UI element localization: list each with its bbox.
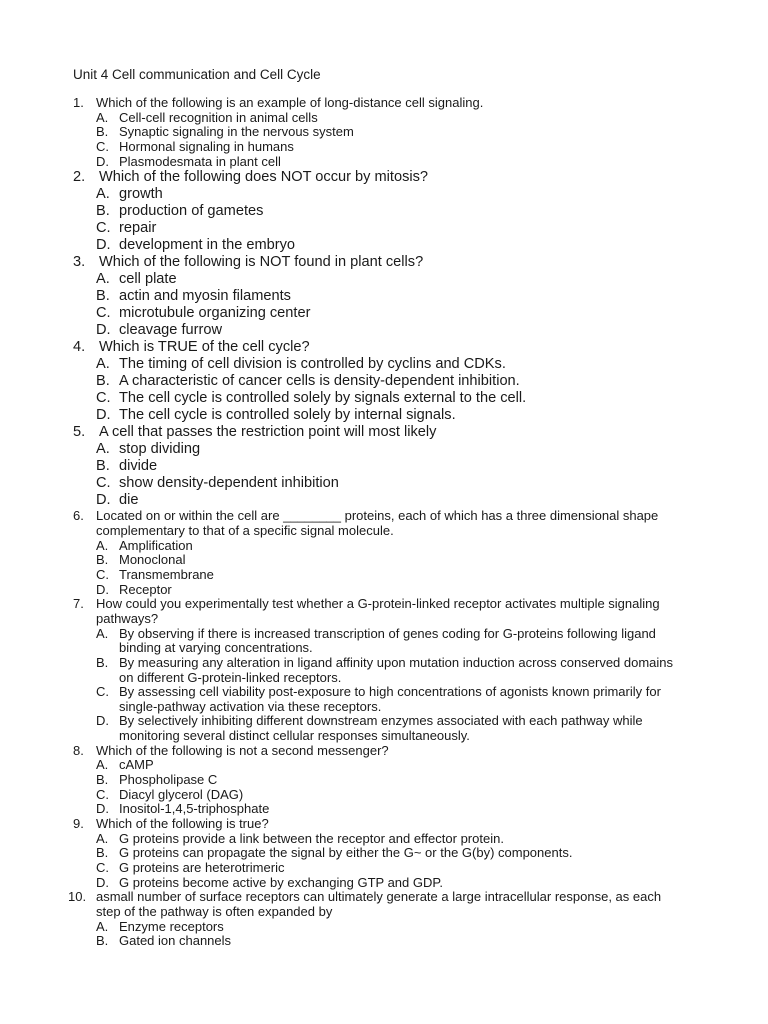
option-letter: B. xyxy=(96,933,109,949)
option-letter: D. xyxy=(96,407,111,424)
question-text: Which of the following is not a second messenger? xyxy=(96,742,389,758)
option-letter: D. xyxy=(96,237,111,254)
option-letter: D. xyxy=(96,492,111,509)
question-text: A cell that passes the restriction point will most likely xyxy=(99,424,437,441)
option-letter: C. xyxy=(96,475,111,492)
answer-option xyxy=(96,125,688,140)
option-letter: B. xyxy=(96,373,110,390)
option-text: microtubule organizing center xyxy=(119,305,311,322)
option-text: Cell-cell recognition in animal cells xyxy=(119,109,318,125)
question-number: 9. xyxy=(73,816,84,832)
option-text: Transmembrane xyxy=(119,566,214,582)
option-letter: A. xyxy=(96,441,110,458)
option-letter: A. xyxy=(96,830,109,846)
answer-option xyxy=(96,802,688,817)
question-9 xyxy=(73,817,688,890)
option-text: Phospholipase C xyxy=(119,772,218,788)
option-text: Plasmodesmata in plant cell xyxy=(119,153,281,169)
answer-option xyxy=(96,271,688,288)
question-10 xyxy=(68,889,688,949)
option-text: actin and myosin filaments xyxy=(119,288,291,305)
answer-option xyxy=(96,568,688,583)
question-text: Which of the following is NOT found in plant cells? xyxy=(99,254,424,271)
option-letter: C. xyxy=(96,220,111,237)
option-text: development in the embryo xyxy=(119,237,296,254)
option-letter: C. xyxy=(96,566,109,582)
option-text: cAMP xyxy=(119,757,154,773)
option-text: The timing of cell division is controlled by cyclins and CDKs. xyxy=(119,356,506,373)
question-text: Which is TRUE of the cell cycle? xyxy=(99,339,310,356)
option-text: G proteins provide a link between the receptor and effector protein. xyxy=(119,830,504,846)
question-list xyxy=(68,95,688,949)
answer-option xyxy=(96,111,688,126)
answer-option xyxy=(96,237,688,254)
question-text: How could you experimentally test whether a G-protein-linked receptor activates multiple signaling pathways? xyxy=(96,596,660,626)
option-text: By selectively inhibiting different downstream enzymes associated with each pathway while monitoring several distinct cellular responses simultaneously. xyxy=(119,713,643,744)
option-letter: A. xyxy=(96,625,109,641)
option-text: production of gametes xyxy=(119,203,264,220)
answer-option xyxy=(96,407,688,424)
option-letter: C. xyxy=(96,390,111,407)
question-text: Which of the following is an example of long-distance cell signaling. xyxy=(96,95,484,110)
answer-option xyxy=(96,846,688,861)
answer-option xyxy=(96,288,688,305)
option-text: Receptor xyxy=(119,581,172,597)
option-text: By assessing cell viability post-exposure to high concentrations of agonists known primarily for single-pathway activation via these receptors. xyxy=(119,684,661,714)
option-text: Enzyme receptors xyxy=(119,918,224,934)
option-letter: C. xyxy=(96,786,109,802)
option-letter: A. xyxy=(96,356,110,373)
question-1 xyxy=(73,96,688,169)
answer-option xyxy=(96,861,688,876)
option-letter: D. xyxy=(96,153,109,169)
answer-option xyxy=(96,656,688,685)
option-text: cell plate xyxy=(119,271,177,288)
question-number: 2. xyxy=(73,169,86,186)
question-number: 6. xyxy=(73,508,84,524)
option-letter: B. xyxy=(96,288,110,305)
option-text: Monoclonal xyxy=(119,552,186,568)
answer-option xyxy=(96,773,688,788)
option-letter: B. xyxy=(96,203,110,220)
option-text: The cell cycle is controlled solely by internal signals. xyxy=(119,407,456,424)
question-5 xyxy=(73,424,688,509)
answer-option xyxy=(96,758,688,773)
question-text: Which of the following is true? xyxy=(96,816,269,832)
question-text: Which of the following does NOT occur by mitosis? xyxy=(99,169,429,186)
option-text: Hormonal signaling in humans xyxy=(119,138,294,154)
option-letter: D. xyxy=(96,713,109,729)
answer-option xyxy=(96,155,688,170)
option-text: show density-dependent inhibition xyxy=(119,475,339,492)
answer-option xyxy=(96,140,688,155)
option-letter: B. xyxy=(96,654,109,670)
option-letter: A. xyxy=(96,918,109,934)
option-letter: D. xyxy=(96,801,109,817)
option-letter: C. xyxy=(96,138,109,154)
option-letter: D. xyxy=(96,874,109,890)
answer-option xyxy=(96,934,688,949)
question-number: 8. xyxy=(73,742,84,758)
question-number: 5. xyxy=(73,424,86,441)
answer-option xyxy=(96,539,688,554)
answer-option xyxy=(96,441,688,458)
option-letter: C. xyxy=(96,684,109,700)
answer-option xyxy=(96,832,688,847)
answer-option xyxy=(96,714,688,743)
question-3 xyxy=(73,254,688,339)
question-number: 7. xyxy=(73,596,84,612)
option-letter: A. xyxy=(96,271,110,288)
question-text: asmall number of surface receptors can ultimately generate a large intracellular response, as each step of the pathway is often expanded by xyxy=(96,889,662,919)
question-number: 1. xyxy=(73,95,84,110)
answer-option xyxy=(96,305,688,322)
answer-option xyxy=(96,583,688,598)
option-letter: A. xyxy=(96,757,109,773)
option-letter: B. xyxy=(96,458,110,475)
option-text: divide xyxy=(119,458,158,475)
option-text: repair xyxy=(119,220,157,237)
question-7 xyxy=(73,597,688,744)
answer-option xyxy=(96,356,688,373)
option-letter: D. xyxy=(96,581,109,597)
question-6 xyxy=(73,509,688,597)
answer-option xyxy=(96,475,688,492)
option-text: growth xyxy=(119,186,163,203)
option-letter: A. xyxy=(96,186,110,203)
option-text: cleavage furrow xyxy=(119,322,223,339)
option-letter: B. xyxy=(96,845,109,861)
answer-option xyxy=(96,876,688,891)
option-text: The cell cycle is controlled solely by signals external to the cell. xyxy=(119,390,527,407)
answer-option xyxy=(96,627,688,656)
answer-option xyxy=(96,186,688,203)
document-title: Unit 4 Cell communication and Cell Cycle xyxy=(73,67,321,82)
answer-option xyxy=(96,553,688,568)
option-text: G proteins become active by exchanging GTP and GDP. xyxy=(119,874,443,890)
option-text: Diacyl glycerol (DAG) xyxy=(119,786,244,802)
option-letter: B. xyxy=(96,124,109,140)
option-letter: D. xyxy=(96,322,111,339)
option-text: Synaptic signaling in the nervous system xyxy=(119,124,354,140)
answer-option xyxy=(96,788,688,803)
question-2 xyxy=(73,169,688,254)
option-text: die xyxy=(119,492,139,509)
option-letter: C. xyxy=(96,860,109,876)
option-text: Amplification xyxy=(119,537,193,553)
question-number: 4. xyxy=(73,339,86,356)
option-text: stop dividing xyxy=(119,441,201,458)
answer-option xyxy=(96,322,688,339)
question-text: Located on or within the cell are ________ proteins, each of which has a three dimensional shape complementary to that of a specific signal molecule. xyxy=(96,508,659,538)
option-text: By observing if there is increased transcription of genes coding for G-proteins following ligand binding at varying concentrations. xyxy=(119,625,656,656)
answer-option xyxy=(96,920,688,935)
question-8 xyxy=(73,744,688,817)
option-letter: B. xyxy=(96,772,109,788)
answer-option xyxy=(96,373,688,390)
option-text: Gated ion channels xyxy=(119,933,232,949)
answer-option xyxy=(96,220,688,237)
option-text: By measuring any alteration in ligand affinity upon mutation induction across conserved domains on different G-protein-linked receptors. xyxy=(119,654,674,685)
option-letter: C. xyxy=(96,305,111,322)
question-number: 3. xyxy=(73,254,86,271)
option-text: G proteins are heterotrimeric xyxy=(119,860,285,876)
option-text: A characteristic of cancer cells is density-dependent inhibition. xyxy=(119,373,520,390)
question-number: 10. xyxy=(68,889,87,905)
question-4 xyxy=(73,339,688,424)
answer-option xyxy=(96,685,688,714)
answer-option xyxy=(96,203,688,220)
option-text: Inositol-1,4,5-triphosphate xyxy=(119,801,270,817)
option-letter: A. xyxy=(96,109,109,125)
answer-option xyxy=(96,458,688,475)
answer-option xyxy=(96,390,688,407)
option-letter: B. xyxy=(96,552,109,568)
answer-option xyxy=(96,492,688,509)
option-letter: A. xyxy=(96,537,109,553)
option-text: G proteins can propagate the signal by either the G~ or the G(by) components. xyxy=(119,845,573,861)
